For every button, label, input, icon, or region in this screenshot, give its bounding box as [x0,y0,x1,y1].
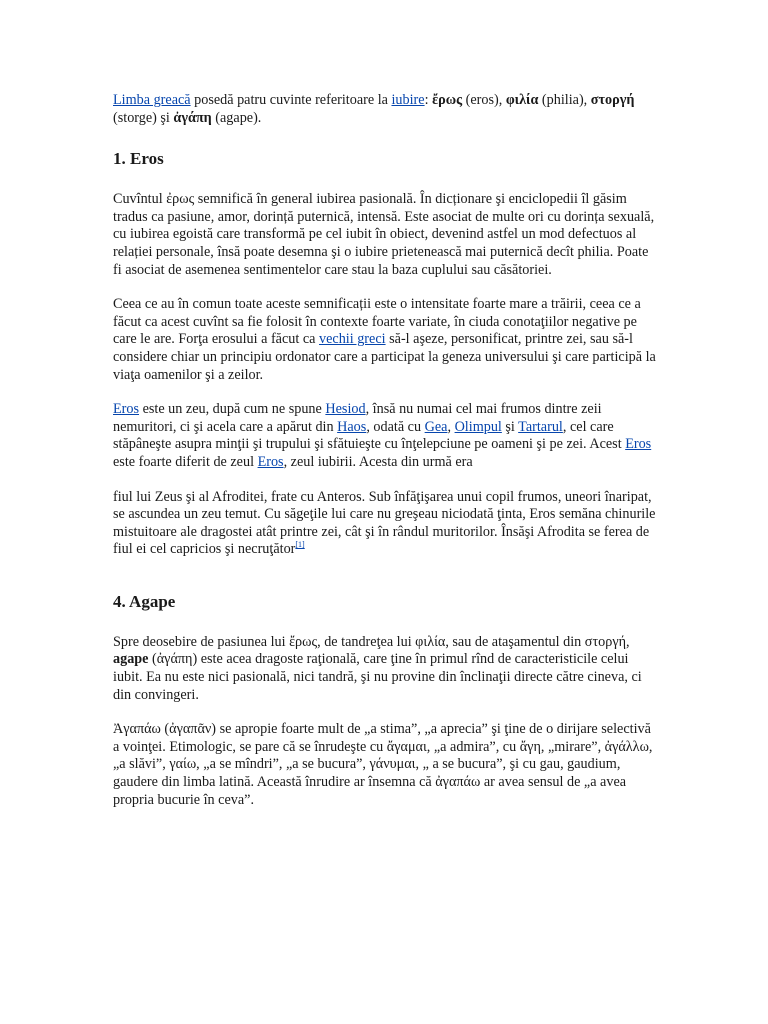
intro-text: posedă patru cuvinte referitoare la [190,92,392,108]
intro-text: (philia), [538,92,591,108]
paragraph-text: este foarte diferit de zeul [113,453,258,470]
paragraph-text: , cel care stăpâneşte asupra minţii şi trupului şi sfătuieşte cu înţelepciune pe oameni şi pe zei. Acest [113,418,626,453]
paragraph-text: Ceea ce au în comun toate aceste semnificații este o intensitate foarte mare a trăirii, ceea ce a făcut ca acest cuvînt sa fie folosit în contexte foarte variate, în ciuda conotaţiilor negative pe care le are. Forţa erosului a făcut ca [113,296,641,348]
link-tartarul[interactable]: Tartarul [518,418,563,435]
link-haos[interactable]: Haos [337,418,367,435]
eros-paragraph-3 [113,401,658,471]
intro-text: (storge) şi [113,109,174,126]
paragraph-text: fiul lui Zeus şi al Afroditei, frate cu Anteros. Sub înfăţişarea unui copil frumos, uneori înaripat, se ascundea un zeu temut. Cu săgeţile lui care nu greşeau niciodată ţinta, Eros semăna chinurile mistuitoare ale dragostei atât printre zei, cât şi în rândul muritorilor. Însăşi Afrodita se ferea de fiul ei cel capricios şi necruţător [113,488,656,558]
link-eros[interactable]: Eros [113,401,140,418]
link-iubire[interactable]: iubire [391,92,425,108]
link-gea[interactable]: Gea [424,418,448,435]
greek-eros: ἔρως [432,92,463,108]
agape-paragraph-2: Ἀγαπάω (ἀγαπᾶν) se apropie foarte mult de „a stima”, „a aprecia” şi ţine de o dirijare selectivă a voinţei. Etimologic, se pare că se înrudeşte cu ἄγαμαι, „a admira”, cu ἄγη, „mirare”, ἀγάλλω, „a slăvi”, γαίω, „a se mîndri”, „a se bucura”, γάνυμαι, „ a se bucura”, şi cu gau, gaudium, gaudere din limba latină. Această înrudire ar însemna că ἀγαπάω ar avea sensul de „a avea propria bucurie în ceva”. [113,721,653,808]
paragraph-text: , zeul iubirii. Acesta din urmă era [283,453,473,470]
document-body [113,92,658,826]
paragraph-text: este un zeu, după cum ne spune [139,401,326,418]
section-heading-eros: 1. Eros [113,149,164,169]
paragraph-text: şi [501,418,519,435]
link-eros[interactable]: Eros [625,436,652,453]
link-olimpul[interactable]: Olimpul [454,418,502,435]
greek-storge: στοργή [590,92,635,108]
intro-text: (agape). [211,109,262,126]
intro-text: : [424,92,433,108]
link-eros[interactable]: Eros [257,453,284,470]
paragraph-text: să-l aşeze, personificat, printre zei, sau să-l considere chiar un principiu ordonator care a participat la geneza universului şi care participă la viaţa oamenilor şi a zeilor. [113,331,656,383]
eros-paragraph-4 [113,489,658,559]
eros-paragraph-2 [113,296,658,384]
footnote-reference[interactable]: [1] [295,540,305,550]
agape-paragraph-1 [113,634,658,704]
intro-text: (eros), [462,92,506,108]
greek-philia: φιλία [505,92,539,108]
intro-paragraph [113,92,658,127]
agape-bold-term: agape [113,651,149,668]
paragraph-text: , odată cu [366,418,425,435]
greek-agape: ἀγάπη [173,109,212,126]
paragraph-text: , însă nu numai cel mai frumos dintre zeii nemuritori, ci şi acela care a apărut din [113,401,602,435]
link-vechii-greci[interactable]: vechii greci [319,331,386,348]
eros-paragraph-1: Cuvîntul ἐρως semnifică în general iubirea pasională. În dicționare şi enciclopedii îl găsim tradus ca pasiune, amor, dorință puternică, intensă. Este asociat de multe ori cu dorința sexuală, cu iubirea egoistă care transformă pe cel iubit în obiect, devenind astfel un mod defectuos al relației personale, însă poate desemna şi o iubire prietenească mai puternică decît philia. Poate fi asociat de asemenea sentimentelor care stau la baza cuplului sau căsătoriei. [113,191,655,278]
paragraph-text: , [447,418,455,435]
paragraph-text: Spre deosebire de pasiunea lui ἔρως, de tandreţea lui φιλία, sau de ataşamentul din στοργή, [113,633,630,650]
link-hesiod[interactable]: Hesiod [325,401,366,418]
link-limba-greaca[interactable]: Limba greacă [113,92,191,108]
paragraph-text: (ἀγάπη) este acea dragoste raţională, care ţine în primul rînd de caracteristicile celui iubit. Ea nu este nici pasională, nici tandră, şi nu provine din înclinaţii directe către cineva, ci din convingeri. [113,651,642,703]
section-heading-agape: 4. Agape [113,591,176,611]
